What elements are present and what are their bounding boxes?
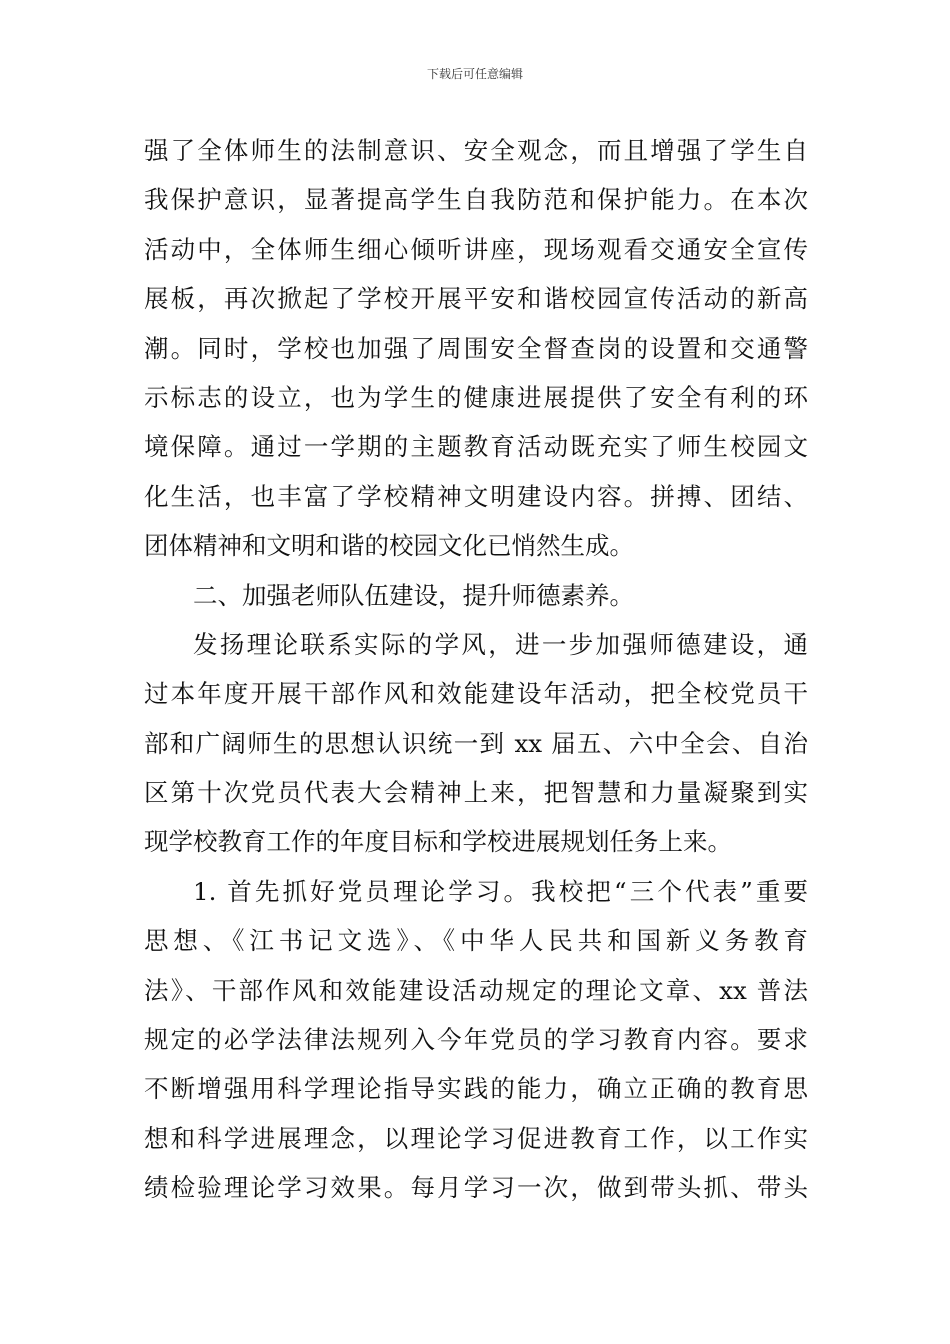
- text-line: 团体精神和文明和谐的校园文化已悄然生成。: [144, 531, 634, 561]
- document-body: [144, 126, 808, 1213]
- text-line: 潮。同时，学校也加强了周围安全督查岗的设置和交通警: [144, 333, 808, 363]
- text-line: 思想、《江书记文选》、《中华人民共和国新义务教育: [144, 926, 808, 956]
- text-line: 部和广阔师生的思想认识统一到 xx 届五、六中全会、自治: [144, 728, 808, 758]
- paragraph: [144, 126, 808, 571]
- text-line: 我保护意识，显著提高学生自我防范和保护能力。在本次: [144, 185, 808, 215]
- text-line: 绩检验理论学习效果。每月学习一次，做到带头抓、带头: [144, 1173, 808, 1203]
- text-line: 法》、干部作风和效能建设活动规定的理论文章、xx 普法: [144, 975, 808, 1005]
- text-line: 区第十次党员代表大会精神上来，把智慧和力量凝聚到实: [144, 778, 808, 808]
- text-line: 发扬理论联系实际的学风，进一步加强师德建设，通: [193, 629, 808, 659]
- paragraph: [144, 867, 808, 1213]
- text-line: 强了全体师生的法制意识、安全观念，而且增强了学生自: [144, 136, 808, 165]
- text-line: 现学校教育工作的年度目标和学校进展规划任务上来。: [144, 827, 732, 857]
- paragraph: [144, 620, 808, 867]
- text-line: 境保障。通过一学期的主题教育活动既充实了师生校园文: [144, 432, 808, 462]
- text-line: 活动中，全体师生细心倾听讲座，现场观看交通安全宣传: [144, 234, 808, 264]
- text-line: 过本年度开展干部作风和效能建设年活动，把全校党员干: [144, 679, 808, 709]
- text-line: 展板，再次掀起了学校开展平安和谐校园宣传活动的新高: [144, 284, 808, 314]
- text-line: 想和科学进展理念，以理论学习促进教育工作，以工作实: [144, 1123, 808, 1153]
- text-line: 不断增强用科学理论指导实践的能力，确立正确的教育思: [144, 1074, 808, 1104]
- section-heading: [144, 571, 808, 620]
- text-line: 二、加强老师队伍建设，提升师德素养。: [193, 580, 634, 610]
- page-header: 下载后可任意编辑: [426, 67, 523, 81]
- text-line: 1. 首先抓好党员理论学习。我校把“三个代表”重要: [193, 876, 808, 906]
- text-line: 规定的必学法律法规列入今年党员的学习教育内容。要求: [144, 1025, 808, 1055]
- text-line: 化生活，也丰富了学校精神文明建设内容。拼搏、团结、: [144, 481, 808, 511]
- text-line: 示标志的设立，也为学生的健康进展提供了安全有利的环: [144, 382, 808, 412]
